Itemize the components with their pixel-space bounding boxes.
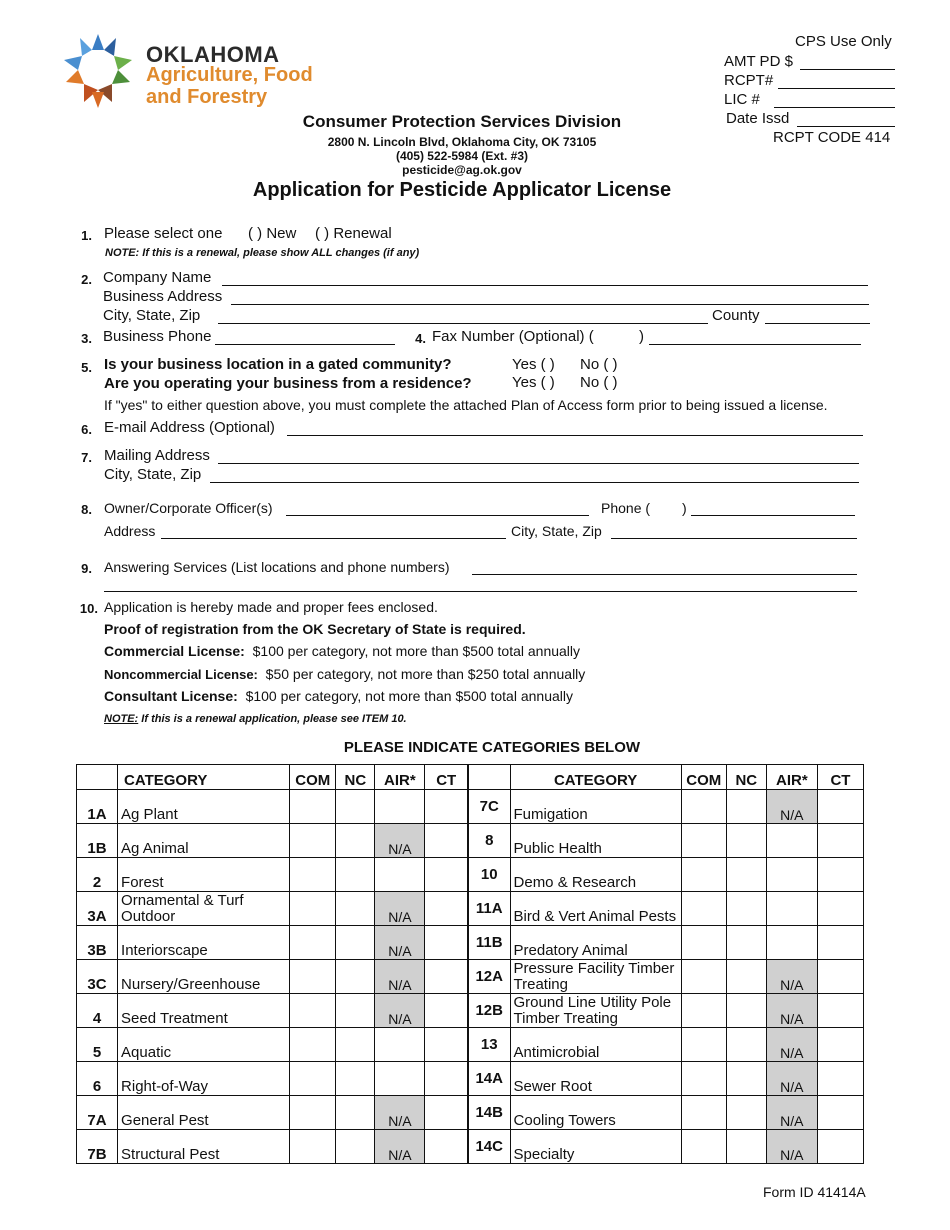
- mailing-address-field[interactable]: [218, 463, 859, 464]
- com-checkbox[interactable]: [290, 1028, 336, 1062]
- mailing-city-label: City, State, Zip: [104, 466, 202, 483]
- nc-checkbox[interactable]: [336, 1130, 375, 1164]
- nc-checkbox[interactable]: [336, 790, 375, 824]
- com-checkbox[interactable]: [681, 1062, 726, 1096]
- city-state-zip-field[interactable]: [218, 323, 708, 324]
- nc-checkbox[interactable]: [726, 824, 766, 858]
- proof-of-registration: Proof of registration from the OK Secretary of State is required.: [104, 621, 526, 637]
- ct-checkbox[interactable]: [425, 1028, 468, 1062]
- com-checkbox[interactable]: [681, 1096, 726, 1130]
- com-checkbox[interactable]: [290, 1062, 336, 1096]
- noncommercial-license-line: [104, 666, 585, 682]
- ct-checkbox[interactable]: [817, 1062, 863, 1096]
- owner-label: Owner/Corporate Officer(s): [104, 500, 273, 516]
- air-checkbox[interactable]: [375, 1062, 425, 1096]
- rcpt-line: [778, 88, 895, 89]
- gated-no-option[interactable]: No ( ): [580, 356, 618, 373]
- category-name: Pressure Facility Timber Treating: [510, 960, 681, 994]
- ct-checkbox[interactable]: [817, 790, 863, 824]
- air-checkbox[interactable]: [766, 824, 817, 858]
- owner-city-field[interactable]: [611, 538, 857, 539]
- email-label: E-mail Address (Optional): [104, 419, 275, 436]
- category-id: 12B: [468, 994, 510, 1028]
- com-checkbox[interactable]: [681, 858, 726, 892]
- residence-yes-option[interactable]: Yes ( ): [512, 374, 555, 391]
- date-issued-line: [797, 126, 895, 127]
- header-ct: CT: [817, 765, 863, 790]
- division-name: Consumer Protection Services Division: [302, 112, 622, 131]
- com-checkbox[interactable]: [290, 892, 336, 926]
- item-number: 5.: [81, 360, 92, 375]
- nc-checkbox[interactable]: [336, 994, 375, 1028]
- table-row: [77, 1096, 864, 1130]
- category-id: 11B: [468, 926, 510, 960]
- header-air: AIR*: [375, 765, 425, 790]
- category-name: Ag Animal: [118, 824, 290, 858]
- category-name: Demo & Research: [510, 858, 681, 892]
- ct-checkbox[interactable]: [425, 892, 468, 926]
- com-checkbox[interactable]: [681, 824, 726, 858]
- ct-checkbox[interactable]: [425, 926, 468, 960]
- categories-title: PLEASE INDICATE CATEGORIES BELOW: [343, 739, 641, 756]
- nc-checkbox[interactable]: [336, 858, 375, 892]
- nc-checkbox[interactable]: [336, 1062, 375, 1096]
- answering-services-field-2[interactable]: [104, 591, 857, 592]
- nc-checkbox[interactable]: [336, 1028, 375, 1062]
- ct-checkbox[interactable]: [425, 994, 468, 1028]
- category-name: Antimicrobial: [510, 1028, 681, 1062]
- noncommercial-license-fee: $50 per category, not more than $250 total annually: [265, 666, 586, 682]
- header-air: AIR*: [766, 765, 817, 790]
- ct-checkbox[interactable]: [425, 1062, 468, 1096]
- air-na-cell: N/A: [375, 892, 425, 926]
- com-checkbox[interactable]: [290, 1130, 336, 1164]
- category-name: Seed Treatment: [118, 994, 290, 1028]
- category-name: Interiorscape: [118, 926, 290, 960]
- owner-phone-field[interactable]: [691, 515, 855, 516]
- table-header-row: [77, 765, 864, 790]
- note-label: NOTE:: [104, 713, 139, 725]
- air-checkbox[interactable]: [766, 926, 817, 960]
- ct-checkbox[interactable]: [425, 1096, 468, 1130]
- category-name: Fumigation: [510, 790, 681, 824]
- category-name: Aquatic: [118, 1028, 290, 1062]
- category-name: Ground Line Utility Pole Timber Treating: [510, 994, 681, 1028]
- category-id: 1A: [77, 790, 118, 824]
- air-na-cell: N/A: [375, 824, 425, 858]
- nc-checkbox[interactable]: [726, 1028, 766, 1062]
- ct-checkbox[interactable]: [425, 1130, 468, 1164]
- category-id: 14B: [468, 1096, 510, 1130]
- nc-checkbox[interactable]: [726, 892, 766, 926]
- header-id-blank: [77, 765, 118, 790]
- business-phone-label: Business Phone: [103, 328, 212, 345]
- air-checkbox[interactable]: [766, 892, 817, 926]
- category-name: Structural Pest: [118, 1130, 290, 1164]
- ct-checkbox[interactable]: [817, 960, 863, 994]
- category-name: Ornamental & Turf Outdoor: [118, 892, 290, 926]
- ct-checkbox[interactable]: [817, 994, 863, 1028]
- new-option[interactable]: ( ) New: [248, 225, 297, 242]
- star-logo-icon: [58, 30, 138, 110]
- division-address: 2800 N. Lincoln Blvd, Oklahoma City, OK 73105: [327, 135, 597, 149]
- air-checkbox[interactable]: [766, 858, 817, 892]
- ct-checkbox[interactable]: [425, 960, 468, 994]
- note-text: If this is a renewal application, please see ITEM 10.: [141, 713, 407, 725]
- item-number: 1.: [81, 228, 92, 243]
- ct-checkbox[interactable]: [817, 1028, 863, 1062]
- category-name: Sewer Root: [510, 1062, 681, 1096]
- nc-checkbox[interactable]: [726, 1130, 766, 1164]
- ct-checkbox[interactable]: [425, 790, 468, 824]
- logo-line1: Agriculture, Food: [146, 64, 313, 86]
- nc-checkbox[interactable]: [336, 960, 375, 994]
- item-number: 3.: [81, 331, 92, 346]
- mailing-address-label: Mailing Address: [104, 447, 210, 464]
- category-name: General Pest: [118, 1096, 290, 1130]
- category-id: 6: [77, 1062, 118, 1096]
- category-id: 8: [468, 824, 510, 858]
- header-category: CATEGORY: [118, 765, 290, 790]
- renewal-option[interactable]: ( ) Renewal: [315, 225, 392, 242]
- email-field[interactable]: [287, 435, 863, 436]
- amt-pd-label: AMT PD $: [724, 53, 793, 70]
- category-id: 14A: [468, 1062, 510, 1096]
- ct-checkbox[interactable]: [817, 858, 863, 892]
- com-checkbox[interactable]: [681, 1130, 726, 1164]
- owner-phone-paren-close: ): [682, 500, 687, 516]
- com-checkbox[interactable]: [290, 790, 336, 824]
- air-na-cell: N/A: [375, 994, 425, 1028]
- category-id: 14C: [468, 1130, 510, 1164]
- plan-of-access-note: If "yes" to either question above, you must complete the attached Plan of Access form prior to being issued a license.: [104, 397, 828, 413]
- residence-question: Are you operating your business from a residence?: [104, 375, 472, 392]
- renewal-note: NOTE: If this is a renewal, please show ALL changes (if any): [105, 247, 420, 259]
- air-checkbox[interactable]: [375, 790, 425, 824]
- com-checkbox[interactable]: [681, 960, 726, 994]
- category-id: 4: [77, 994, 118, 1028]
- amt-pd-line: [800, 69, 895, 70]
- table-row: [77, 1062, 864, 1096]
- owner-field[interactable]: [286, 515, 589, 516]
- county-label: County: [712, 307, 760, 324]
- consultant-license-line: [104, 688, 573, 704]
- residence-no-option[interactable]: No ( ): [580, 374, 618, 391]
- air-na-cell: N/A: [375, 960, 425, 994]
- category-id: 13: [468, 1028, 510, 1062]
- business-phone-field[interactable]: [215, 344, 395, 345]
- header-com: COM: [681, 765, 726, 790]
- category-id: 3B: [77, 926, 118, 960]
- header-nc: NC: [726, 765, 766, 790]
- nc-checkbox[interactable]: [726, 960, 766, 994]
- header-id-blank: [468, 765, 510, 790]
- owner-address-field[interactable]: [161, 538, 506, 539]
- gated-community-question: Is your business location in a gated community?: [104, 356, 452, 373]
- com-checkbox[interactable]: [681, 892, 726, 926]
- com-checkbox[interactable]: [681, 1028, 726, 1062]
- logo-state: OKLAHOMA: [146, 42, 280, 67]
- owner-phone-label: Phone (: [601, 500, 651, 516]
- category-id: 11A: [468, 892, 510, 926]
- air-na-cell: N/A: [766, 1130, 817, 1164]
- category-id: 3A: [77, 892, 118, 926]
- select-one-label: Please select one: [104, 225, 223, 242]
- table-row: [77, 960, 864, 994]
- item-number: 9.: [81, 561, 92, 576]
- ct-checkbox[interactable]: [817, 1130, 863, 1164]
- form-id: Form ID 41414A: [763, 1184, 866, 1200]
- category-name: Nursery/Greenhouse: [118, 960, 290, 994]
- gated-yes-option[interactable]: Yes ( ): [512, 356, 555, 373]
- renewal-item-note: [104, 713, 407, 725]
- cps-use-only: CPS Use Only: [795, 33, 892, 50]
- consultant-license-label: Consultant License:: [104, 688, 238, 704]
- page-title: Application for Pesticide Applicator License: [252, 179, 672, 201]
- county-field[interactable]: [765, 323, 870, 324]
- category-name: Specialty: [510, 1130, 681, 1164]
- lic-label: LIC #: [724, 91, 760, 108]
- ct-checkbox[interactable]: [425, 824, 468, 858]
- division-phone: (405) 522-5984 (Ext. #3): [395, 149, 529, 163]
- ct-checkbox[interactable]: [817, 892, 863, 926]
- company-name-label: Company Name: [103, 269, 212, 286]
- table-row: [77, 892, 864, 926]
- item-number: 10.: [79, 601, 98, 616]
- air-checkbox[interactable]: [375, 858, 425, 892]
- nc-checkbox[interactable]: [336, 926, 375, 960]
- air-na-cell: N/A: [375, 926, 425, 960]
- table-row: [77, 926, 864, 960]
- ct-checkbox[interactable]: [817, 1096, 863, 1130]
- table-row: [77, 858, 864, 892]
- air-checkbox[interactable]: [375, 1028, 425, 1062]
- air-na-cell: N/A: [766, 960, 817, 994]
- air-na-cell: N/A: [766, 1028, 817, 1062]
- header-ct: CT: [425, 765, 468, 790]
- com-checkbox[interactable]: [290, 994, 336, 1028]
- com-checkbox[interactable]: [290, 926, 336, 960]
- answering-services-field[interactable]: [472, 574, 857, 575]
- date-issued-label: Date Issd: [726, 110, 790, 127]
- category-name: Ag Plant: [118, 790, 290, 824]
- table-row: [77, 790, 864, 824]
- commercial-license-fee: $100 per category, not more than $500 total annually: [252, 643, 581, 659]
- nc-checkbox[interactable]: [726, 1096, 766, 1130]
- category-name: Predatory Animal: [510, 926, 681, 960]
- category-id: 10: [468, 858, 510, 892]
- lic-line: [774, 107, 895, 108]
- city-state-zip-label: City, State, Zip: [103, 307, 201, 324]
- com-checkbox[interactable]: [290, 960, 336, 994]
- category-name: Forest: [118, 858, 290, 892]
- division-email: pesticide@ag.ok.gov: [402, 163, 522, 177]
- table-row: [77, 824, 864, 858]
- air-na-cell: N/A: [766, 1062, 817, 1096]
- rcpt-code: RCPT CODE 414: [773, 129, 891, 146]
- air-na-cell: N/A: [375, 1096, 425, 1130]
- com-checkbox[interactable]: [681, 790, 726, 824]
- fax-paren-close: ): [639, 328, 644, 345]
- owner-city-label: City, State, Zip: [511, 523, 602, 539]
- item-number: 2.: [81, 272, 92, 287]
- category-id: 3C: [77, 960, 118, 994]
- nc-checkbox[interactable]: [726, 994, 766, 1028]
- category-id: 12A: [468, 960, 510, 994]
- item-number: 6.: [81, 422, 92, 437]
- category-id: 7C: [468, 790, 510, 824]
- category-name: Bird & Vert Animal Pests: [510, 892, 681, 926]
- category-id: 5: [77, 1028, 118, 1062]
- category-table: [76, 764, 864, 1164]
- category-id: 2: [77, 858, 118, 892]
- table-row: [77, 1028, 864, 1062]
- owner-address-label: Address: [104, 523, 156, 539]
- business-address-label: Business Address: [103, 288, 223, 305]
- air-na-cell: N/A: [766, 790, 817, 824]
- ct-checkbox[interactable]: [425, 858, 468, 892]
- nc-checkbox[interactable]: [726, 1062, 766, 1096]
- com-checkbox[interactable]: [681, 926, 726, 960]
- commercial-license-label: Commercial License:: [104, 643, 245, 659]
- table-row: [77, 994, 864, 1028]
- category-id: 7A: [77, 1096, 118, 1130]
- mailing-city-field[interactable]: [210, 482, 859, 483]
- category-name: Right-of-Way: [118, 1062, 290, 1096]
- item-number: 7.: [81, 450, 92, 465]
- air-na-cell: N/A: [766, 994, 817, 1028]
- nc-checkbox[interactable]: [336, 824, 375, 858]
- table-row: [77, 1130, 864, 1164]
- business-address-field[interactable]: [231, 304, 869, 305]
- com-checkbox[interactable]: [290, 824, 336, 858]
- noncommercial-license-label: Noncommercial License:: [104, 667, 258, 682]
- ct-checkbox[interactable]: [817, 926, 863, 960]
- category-id: 1B: [77, 824, 118, 858]
- commercial-license-line: [104, 643, 580, 659]
- application-statement: Application is hereby made and proper fees enclosed.: [104, 599, 438, 615]
- fax-number-field[interactable]: [649, 344, 861, 345]
- item-number: 4.: [415, 331, 426, 346]
- nc-checkbox[interactable]: [726, 790, 766, 824]
- fax-label: Fax Number (Optional) (: [432, 328, 594, 345]
- air-na-cell: N/A: [766, 1096, 817, 1130]
- header-com: COM: [290, 765, 336, 790]
- nc-checkbox[interactable]: [336, 1096, 375, 1130]
- category-name: Public Health: [510, 824, 681, 858]
- category-name: Cooling Towers: [510, 1096, 681, 1130]
- nc-checkbox[interactable]: [336, 892, 375, 926]
- com-checkbox[interactable]: [290, 1096, 336, 1130]
- company-name-field[interactable]: [222, 285, 868, 286]
- logo-line2: and Forestry: [146, 86, 268, 108]
- consultant-license-fee: $100 per category, not more than $500 total annually: [245, 688, 573, 704]
- category-id: 7B: [77, 1130, 118, 1164]
- com-checkbox[interactable]: [290, 858, 336, 892]
- item-number: 8.: [81, 502, 92, 517]
- answering-services-label: Answering Services (List locations and phone numbers): [104, 559, 450, 575]
- rcpt-label: RCPT#: [724, 72, 774, 89]
- header-category: CATEGORY: [510, 765, 681, 790]
- ct-checkbox[interactable]: [817, 824, 863, 858]
- air-na-cell: N/A: [375, 1130, 425, 1164]
- com-checkbox[interactable]: [681, 994, 726, 1028]
- nc-checkbox[interactable]: [726, 858, 766, 892]
- nc-checkbox[interactable]: [726, 926, 766, 960]
- header-nc: NC: [336, 765, 375, 790]
